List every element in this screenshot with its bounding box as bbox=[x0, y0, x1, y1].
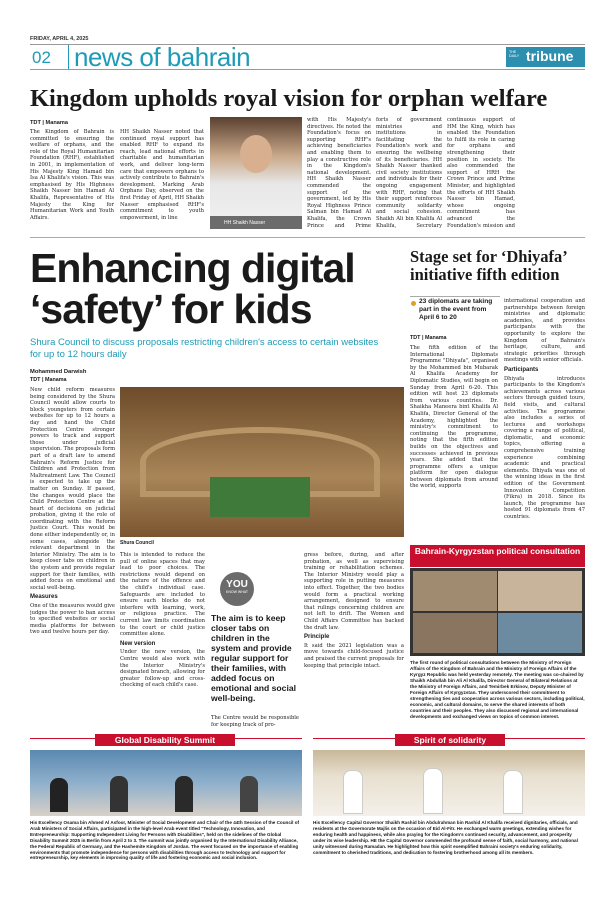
you-know-what-badge bbox=[220, 572, 254, 606]
rule bbox=[30, 237, 585, 238]
pull-quote: The aim is to keep closer tabs on children in the system and provide regular support for their families, with added focus on emotional and social well-being. bbox=[211, 613, 297, 703]
shura-caption: Shura Council bbox=[120, 540, 154, 546]
story1-headline: Kingdom upholds royal vision for orphan welfare bbox=[30, 85, 548, 112]
story3-callout: 23 diplomats are taking part in the event from April 6 to 20 bbox=[419, 298, 493, 321]
story2-col1: New child reform measures being considered by the Shura Council would allow courts to block youngsters from certain websites for up to 12 hours a day and hand the Child Protection Centre stronger powers to track and support those under judicial supervision. The proposals form part of a draft law to amend Bahrain's Reform Justice for Children and Protection from Maltreatment Law. The Council is expected to take up the matter on Sunday. If passed, the changes would place the Child Protection Centre at the heart of decisions on judicial probation, giving it the role of coordinating with the Reform Justice Court. This would be done either independently or, in some cases, alongside the relevant department in the Interior Ministry. The aim is to keep closer tabs on children in the system and provide regular support for their families, with added focus on emotional and social well-being. Measures One of the measures would give judges the power to ban access to specified websites or social media platforms for between two and twelve hours per day. bbox=[30, 387, 115, 636]
kyrgyz-title: Bahrain-Kyrgyzstan political consultation bbox=[414, 546, 581, 556]
chamber-floor bbox=[210, 477, 310, 517]
solidarity-title-bar bbox=[395, 734, 505, 746]
story2-headline: Enhancing digital ‘safety’ for kids bbox=[30, 245, 355, 332]
solidarity-caption: His Excellency Capital Governor Shaikh Rashid bin Abdulrahman bin Rashid Al Khalifa received dignitaries, officials, and residents at the Governorate Majlis on the occasion of Eid Al-Fitr. He exchanged warm greetings, extending wishes for enduring health and happiness, while also praying for the Kingdom's continued security, advancement, and prosperity under its wise leadership. HE the Capital Governor commended the profound sense of faith, social harmony, and national unity witnessed during Ramadan. He highlighted how this spirit exemplified Bahraini society's enduring solidarity, commitment to cherished traditions, and dedication to fostering brotherhood among all its members. bbox=[313, 820, 578, 855]
story3-col1: The fifth edition of the International Diplomats Programme "Dhiyafa", organised by the Mohammed bin Mubarak Al Khalifa Academy for Diplomatic Studies, will begin on Sunday from April 6-20. This edition will host 23 diplomats from various countries. Dr. Shaikha Maneera bint Khalifa Al Khalifa, Director General of the Academy, highlighted the ministry's commitment to continuing the programme, noting that the fifth edition builds on the objectives and successes achieved in previous years. She added that the programme offers a unique platform for open dialogue between diplomats from around the world, supports bbox=[410, 345, 498, 490]
brand-small: THE DAILY bbox=[509, 50, 520, 58]
disability-title-bar bbox=[95, 734, 235, 746]
story2-col4: gress before, during, and after probation, as well as supervising training or rehabilitation schemes. The Interior Ministry would play a supporting role in putting measures into effect. Together, the two bodies would form a practical working arrangement, designed to ensure that rulings concerning children are not left to drift. The Women and Child Affairs Committee has backed the draft law. Principle It said the 2021 legislation was a move towards child-focused justice and praised the current proposals for keeping that principle intact. bbox=[304, 552, 404, 669]
story1-col3: with His Majesty's directives. He noted the Foundation's focus on supporting RHF's achieving beneficiaries and enabling them to play a constructive role in the Kingdom's national development. HH Shaikh Nasser commended the support of the government, led by His Royal Highness Prince Salman bin Hamad Al Khalifa, the Crown Prince and Prime bbox=[307, 117, 371, 229]
principle-heading: Principle bbox=[304, 634, 330, 641]
story3-headline: Stage set for ‘Dhiyafa’ initiative fifth edition bbox=[410, 247, 567, 284]
story2-subhead: Shura Council to discuss proposals restricting children's access to certain websites for up to 12 hours daily bbox=[30, 337, 379, 360]
story1-byline: TDT | Manama bbox=[30, 120, 68, 126]
photo-caption: HH Shaikh Nasser bbox=[224, 220, 266, 226]
story2-author: Mohammed Darwish bbox=[30, 369, 87, 375]
video-tile bbox=[413, 571, 497, 611]
kyrgyz-caption: The first round of political consultations between the Ministry of Foreign Affairs of the Kingdom of Bahrain and the Ministry of Foreign Affairs of the Kyrgyz Republic was held yesterday remotely. The meeting was co-chaired by Shaikh Abdullah bin Ali Al Khalifa, Director General of Bilateral Relations at the Ministry of Foreign Affairs, and Temirbek Erkinov, Deputy Minister of Foreign Affairs of Kyrgyzstan. They underscored their commitment to strengthening ties and cooperation across various sectors, including political, economic, and cultural domains, to serve the shared interests of both countries and their peoples. They also discussed regional and international developments and exchanged views on topics of common interest. bbox=[410, 660, 585, 719]
story2-col3: The Centre would be responsible for keeping track of pro- bbox=[211, 715, 299, 728]
video-tile bbox=[498, 613, 582, 653]
badge-you: YOU bbox=[226, 579, 248, 590]
disability-summit-photo bbox=[30, 750, 302, 816]
badge-know-what: KNOW WHAT bbox=[226, 590, 248, 594]
portrait-face bbox=[240, 135, 272, 173]
masthead-bar bbox=[30, 44, 585, 70]
disability-title: Global Disability Summit bbox=[114, 735, 216, 745]
measures-heading: Measures bbox=[30, 594, 58, 601]
story1-col2: HH Shaikh Nasser noted that continued royal support has enabled RHF to expand its reach, lead national efforts in charitable and humanitarian work, and deliver long-term care that empowers orphans to actively contribute to Bahrain's development. Marking Arab Orphans Day, observed on the first Friday of April, HH Shaikh Nasser emphasised RHF's commitment to youth empowerment, in line bbox=[120, 129, 204, 221]
solidarity-photo bbox=[313, 750, 585, 816]
story1-col5: continuous support of HM the King, which has enabled the Foundation to fulfil its role in caring for orphans and strengthening their position in society. He also commended the support of HRH the Crown Prince and Prime Minister, and highlighted the efforts of HH Shaikh Nasser bin Hamad, whose ongoing commitment has advanced the Foundation's mission and bbox=[447, 117, 515, 229]
page-number: 02 bbox=[32, 48, 51, 67]
participants-heading: Participants bbox=[504, 366, 539, 373]
issue-date: FRIDAY, APRIL 4, 2025 bbox=[30, 36, 89, 42]
video-tile bbox=[413, 613, 497, 653]
story2-byline: TDT | Manama bbox=[30, 377, 67, 383]
story1-col1: The Kingdom of Bahrain is committed to ensuring the welfare of orphans, and the role of the Royal Humanitarian Foundation (RHF), established in 2001, in implementation of His Majesty King Hamad bin Isa Al Khalifa's vision. This was emphasised by His Highness Shaikh Nasser bin Hamad Al Khalifa, Representative of His Majesty the King for Humanitarian Work and Youth Affairs. bbox=[30, 129, 114, 221]
story2-col2: This is intended to reduce the pull of online spaces that may lead to poor choices. The restrictions would depend on the nature of the offence and the child's individual case. Safeguards are included to ensure such blocks do not interfere with learning, work, or religious practice. The current law limits coordination to the court or child justice committee alone. New version Under the new version, the Centre would also work with the Interior Ministry's designated branch, allowing for greater follow-up and cross-checking of each child's case. bbox=[120, 552, 205, 689]
story3-col2: international cooperation and partnerships between foreign ministries and diplomatic academies, and provides participants with the opportunity to explore the Kingdom of Bahrain's heritage, culture, and strategic priorities through meetings with senior officials. Participants Dhiyafa introduces participants to the Kingdom's achievements across various sectors through guided tours, field visits, and cultural activities. The programme also includes a series of lectures and workshops covering a range of political, diplomatic, and economic topics, offering a comprehensive training experience combining academic and practical elements. Dhiyafa was one of the winning ideas in the first edition of the Government Innovation Competition (Fikra) in 2018. Since its launch, the programme has hosted 91 diplomats from 47 countries. bbox=[504, 298, 585, 520]
rule bbox=[410, 296, 500, 297]
newversion-heading: New version bbox=[120, 640, 156, 647]
video-call-photo bbox=[410, 568, 585, 656]
story3-byline: TDT | Manama bbox=[410, 335, 447, 341]
brand-logo bbox=[506, 47, 585, 67]
disability-caption: His Excellency Osama bin Ahmed Al Asfoor, Minister of Social Development and Chair of the 44th Session of the Council of Arab Ministers of Social Affairs, participated in the high-level Arab event titled "Technology, Innovation, and Entrepreneurship: Supporting Independent Living for Persons with Disabilities", held on the sidelines of the Global Disability Summit 2025 in Berlin from April 2 to 3. The summit was jointly organised by the International Disability Alliance, the Federal Republic of Germany, and the Hashemite Kingdom of Jordan. The event focused on the importance of enabling environments that promote independence for persons with disabilities through access to technology and support for entrepreneurship, key elements in improving quality of life and fostering economic and social inclusion. bbox=[30, 820, 300, 861]
shaikh-nasser-photo bbox=[210, 117, 302, 229]
bullet-icon bbox=[411, 301, 416, 306]
divider bbox=[68, 45, 69, 69]
video-tile bbox=[498, 571, 582, 611]
shura-council-photo bbox=[120, 387, 404, 537]
story1-col4: forts of government ministries and institutions in facilitating the Foundation's work and ensuring the wellbeing of its beneficiaries. HH Shaikh Nasser thanked civil society institutions and individuals for their ongoing engagement with RHF, noting that their support reinforces community solidarity and social cohesion. Shaikh Ali bin Khalifa Al Khalifa, Secretary bbox=[376, 117, 442, 229]
solidarity-title: Spirit of solidarity bbox=[413, 735, 487, 745]
kyrgyz-title-bar bbox=[410, 545, 585, 567]
brand-name: tribune bbox=[526, 48, 574, 64]
section-title: news of bahrain bbox=[74, 42, 251, 72]
